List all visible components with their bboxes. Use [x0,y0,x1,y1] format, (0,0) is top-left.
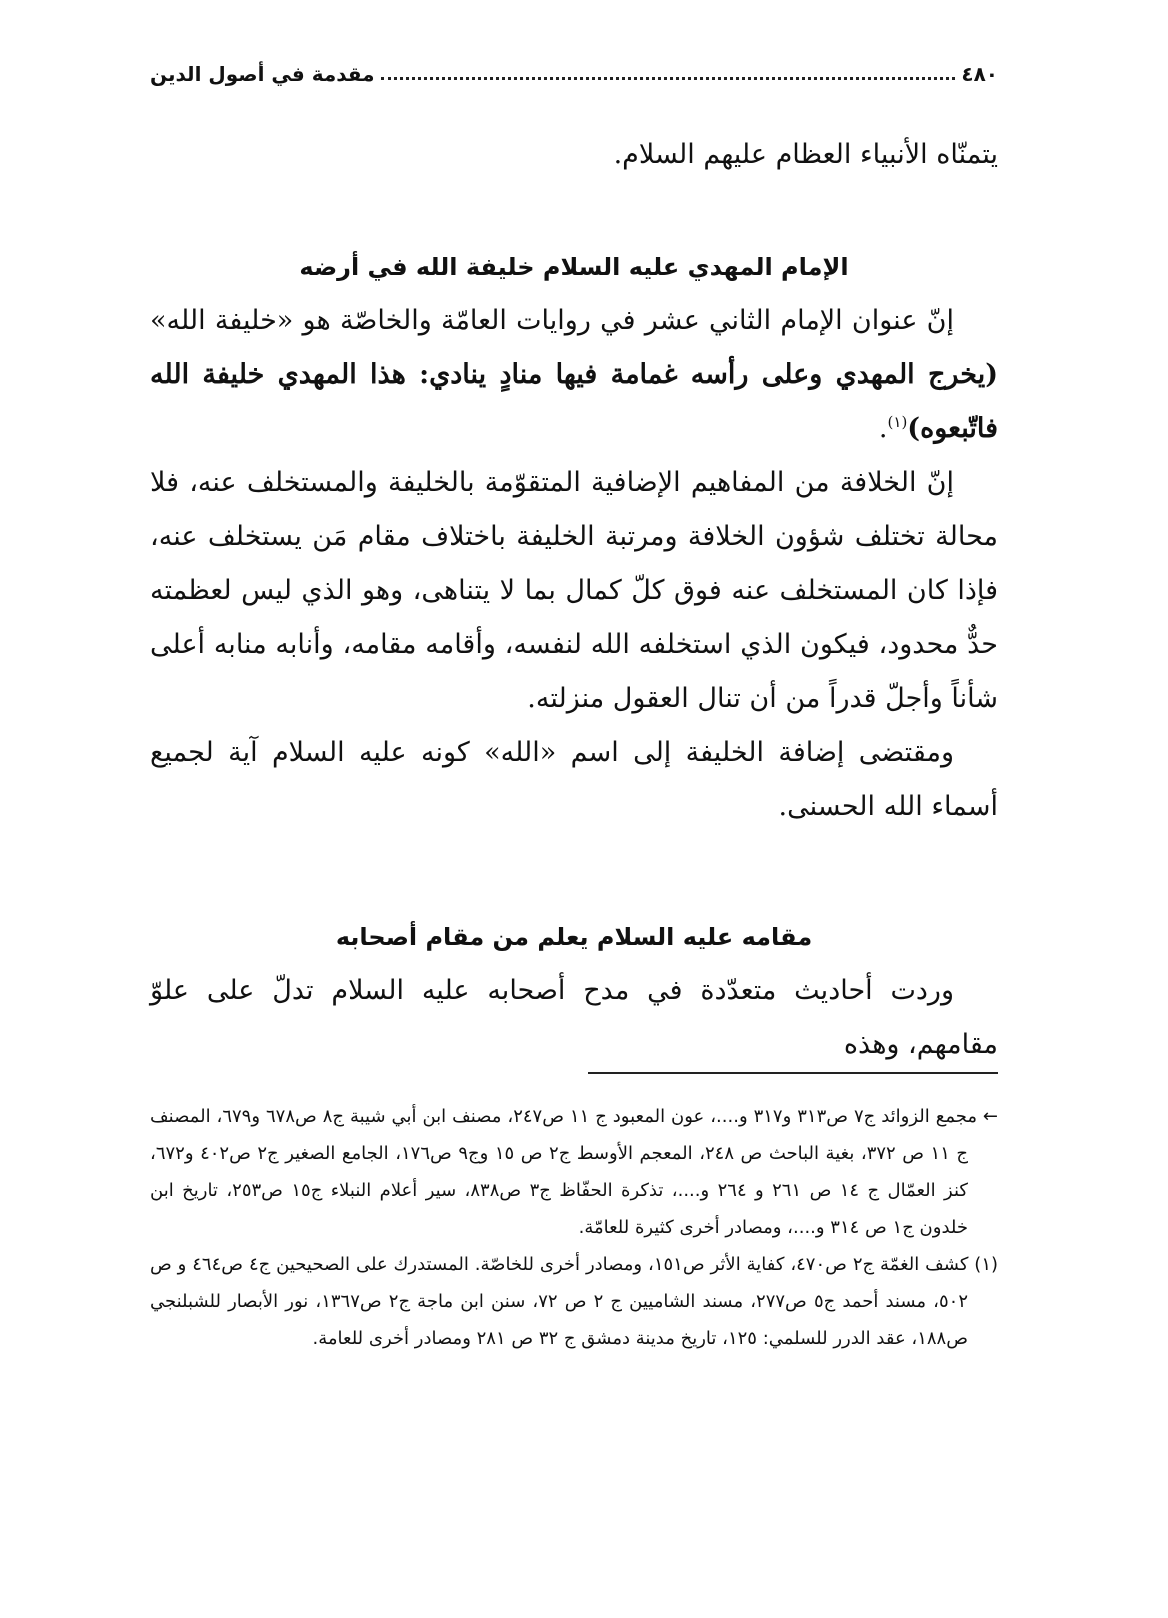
footnote-ref: (١) [887,413,908,431]
section-title-mahdi-khalifa: الإمام المهدي عليه السلام خليفة الله في أرضه [299,253,849,281]
footnote-1: (١) كشف الغمّة ج٢ ص٤٧٠، كفاية الأثر ص١٥١، ومصادر أخرى للخاصّة. المستدرك على الصحيحين ج٤ ص٤٦٤ و ص ٥٠٢، مسند أحمد ج٥ ص٢٧٧، مسند الشاميين ج ٢ ص ٧٢، سنن ابن ماجة ج٢ ص١٣٦٧، نور الأبصار للشبلنجي ص١٨٨، عقد الدرر للسلمي: ١٢٥، تاريخ مدينة دمشق ج ٣٢ ص ٢٨١ ومصادر أخرى للعامة. [150,1254,999,1349]
paragraph-khalifa-title [150,294,998,456]
book-title: مقدمة في أصول الدين [150,62,375,86]
header-dot-leader [381,76,956,80]
running-header [150,52,998,86]
footnote-continued: ← مجمع الزوائد ج٧ ص٣١٣ و٣١٧ و....، عون المعبود ج ١١ ص٢٤٧، مصنف ابن أبي شيبة ج٨ ص٦٧٨ و٦٧٩، المصنف ج ١١ ص ٣٧٢، بغية الباحث ص ٢٤٨، المعجم الأوسط ج٢ ص ١٥ وج٩ ص١٧٦، الجامع الصغير ج٢ ص٤٠٢ و٦٧٢، كنز العمّال ج ١٤ ص ٢٦١ و ٢٦٤ و....، تذكرة الحفّاظ ج٣ ص٨٣٨، سير أعلام النبلاء ج١٥ ص٢٥٣، تاريخ ابن خلدون ج١ ص ٣١٤ و....، ومصادر أخرى كثيرة للعامّة. [150,1106,999,1238]
paragraph-text: إنّ عنوان الإمام الثاني عشر في روايات العامّة والخاصّة هو «خليفة الله» [150,305,954,336]
paragraph-companions: وردت أحاديث متعدّدة في مدح أصحابه عليه السلام تدلّ على علوّ مقامهم، وهذه [150,975,998,1060]
section-title-companions: مقامه عليه السلام يعلم من مقام أصحابه [335,923,813,951]
continuation-line: يتمنّاه الأنبياء العظام عليهم السلام. [613,139,998,170]
footnotes [150,1098,998,1357]
page-number: ٤٨٠ [961,62,998,86]
paragraph-khilafa-concept: إنّ الخلافة من المفاهيم الإضافية المتقوّمة بالخليفة والمستخلف عنه، فلا محالة تختلف شؤون الخلافة ومرتبة الخليفة باختلاف مقام مَن يستخلف عنه، فإذا كان المستخلف عنه فوق كلّ كمال بما لا يتناهى، وهو الذي ليس لعظمته حدٌّ محدود، فيكون الذي استخلفه الله لنفسه، وأقامه مقامه، وأنابه منابه أعلى شأناً وأجلّ قدراً من أن تنال العقول منزلته. [150,467,998,714]
hadith-quote: (يخرج المهدي وعلى رأسه غمامة فيها منادٍ ينادي: هذا المهدي خليفة الله فاتّبعوه) [150,359,998,444]
paragraph-asma-husna: ومقتضى إضافة الخليفة إلى اسم «الله» كونه عليه السلام آية لجميع أسماء الله الحسنى. [150,737,998,822]
paragraph-end: . [878,413,888,444]
main-text [150,128,998,1072]
footnote-separator [588,1072,998,1074]
